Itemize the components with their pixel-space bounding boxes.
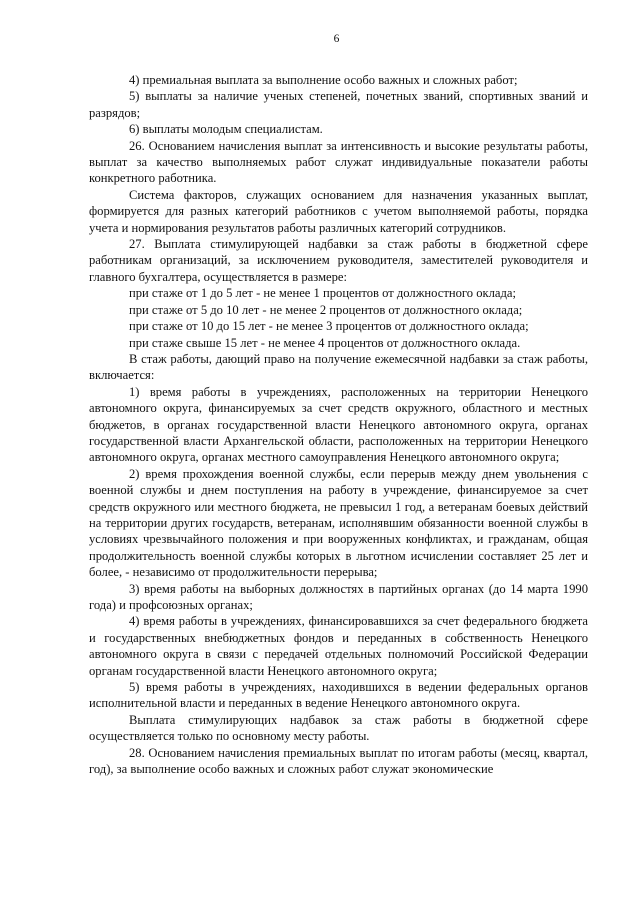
paragraph-clause-27: 27. Выплата стимулирующей надбавки за стаж работы в бюджетной сфере работникам организаций, за исключением руководителя, заместителей руководителя и главного бухгалтера, осуществляется в размере: [89, 237, 588, 284]
paragraph-tenure-over-15: при стаже свыше 15 лет - не менее 4 процентов от должностного оклада. [129, 335, 521, 350]
paragraph-tenure-item-2: 2) время прохождения военной службы, если перерыв между днем увольнения с военной службы и днем поступления на работу в учреждение, финансируемое за счет средств окружного или местного бюджета, не превысил 1 год, а ветеранам боевых действий на территории других государств, ветеранам, исполнявшим обязанности военной службы в условиях чрезвычайного положения и при вооруженных конфликтах, и гражданам, общая продолжительность военной службы которых в льготном исчислении составляет 25 лет и более, - независимо от продолжительности перерыва; [89, 466, 588, 580]
paragraph-list-item-5: 5) выплаты за наличие ученых степеней, почетных званий, спортивных званий и разрядов; [89, 89, 588, 120]
paragraph-tenure-1-5: при стаже от 1 до 5 лет - не менее 1 процентов от должностного оклада; [129, 286, 516, 301]
paragraph-tenure-item-3: 3) время работы на выборных должностях в партийных органах (до 14 марта 1990 года) и профсоюзных органах; [89, 581, 588, 612]
paragraph-factor-system: Система факторов, служащих основанием для назначения указанных выплат, формируется для разных категорий работников с учетом выполняемой работы, порядка учета и нормирования результатов работы различных категорий сотрудников. [89, 187, 588, 235]
paragraph-tenure-item-1: 1) время работы в учреждениях, расположенных на территории Ненецкого автономного округа, финансируемых за счет средств окружного, областного и местных бюджетов, в органах государственной власти Ненецкого автономного округа, органах государственной власти Архангельской области, расположенных на территории Ненецкого автономного округа, органах местного самоуправления Ненецкого автономного округа; [89, 384, 588, 465]
paragraph-list-item-6: 6) выплаты молодым специалистам. [129, 122, 323, 137]
paragraph-list-item-4: 4) премиальная выплата за выполнение особо важных и сложных работ; [129, 73, 518, 87]
paragraph-clause-26: 26. Основанием начисления выплат за интенсивность и высокие результаты работы, выплат за качество выполняемых работ служат индивидуальные показатели работы конкретного работника. [89, 138, 588, 186]
paragraph-tenure-item-5: 5) время работы в учреждениях, находившихся в ведении федеральных органов исполнительной власти и переданных в ведение Ненецкого автономного округа. [89, 680, 588, 711]
document-body [89, 72, 588, 777]
paragraph-main-workplace: Выплата стимулирующих надбавок за стаж работы в бюджетной сфере осуществляется только по основному месту работы. [89, 712, 588, 744]
page-number: 6 [333, 33, 340, 45]
paragraph-tenure-includes: В стаж работы, дающий право на получение ежемесячной надбавки за стаж работы, включается: [89, 351, 588, 383]
paragraph-tenure-5-10: при стаже от 5 до 10 лет - не менее 2 процентов от должностного оклада; [129, 302, 523, 317]
paragraph-clause-28: 28. Основанием начисления премиальных выплат по итогам работы (месяц, квартал, год), за выполнение особо важных и сложных работ служат экономические [89, 745, 588, 777]
paragraph-tenure-item-4: 4) время работы в учреждениях, финансировавшихся за счет федерального бюджета и государственных внебюджетных фондов и переданных в собственность Ненецкого автономного округа в связи с передачей отдельных полномочий Российской Федерации органам государственной власти Ненецкого автономного округа; [89, 614, 588, 678]
paragraph-tenure-10-15: при стаже от 10 до 15 лет - не менее 3 процентов от должностного оклада; [129, 319, 529, 334]
